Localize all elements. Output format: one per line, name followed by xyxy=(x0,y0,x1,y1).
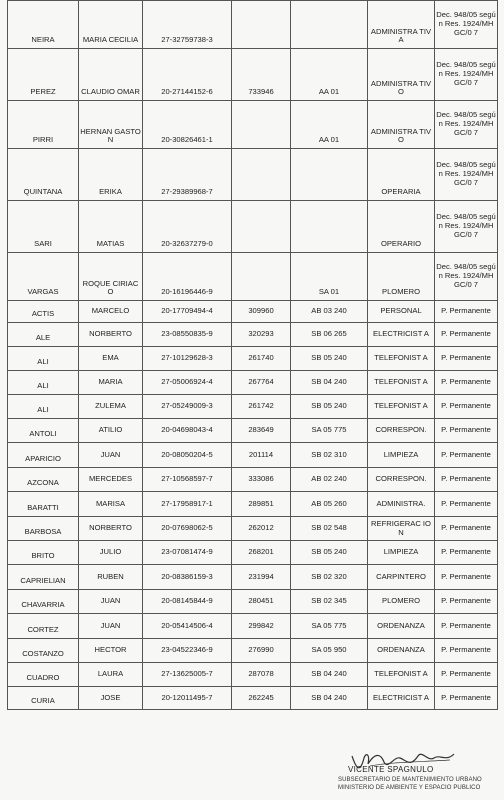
file-number-cell xyxy=(232,201,291,253)
role-cell: ELECTRICIST A xyxy=(368,323,435,347)
role-cell: LIMPIEZA xyxy=(368,541,435,565)
given-name-cell: HECTOR xyxy=(79,639,143,663)
table-row xyxy=(8,468,498,492)
role-cell: ORDENANZA xyxy=(368,614,435,639)
given-name-cell: MARCELO xyxy=(79,301,143,323)
role-cell: TELEFONIST A xyxy=(368,371,435,395)
personnel-table xyxy=(7,0,498,710)
status-cell: P. Permanente xyxy=(435,347,498,371)
status-cell: P. Permanente xyxy=(435,323,498,347)
category-cell: SB 05 240 xyxy=(291,395,368,419)
cuil-cell: 20-08050204-5 xyxy=(143,443,232,468)
surname-cell: ALI xyxy=(8,347,79,371)
category-cell: SB 04 240 xyxy=(291,663,368,687)
table-row xyxy=(8,347,498,371)
surname-cell: CAPRIELIAN xyxy=(8,565,79,590)
table-row xyxy=(8,395,498,419)
status-cell: P. Permanente xyxy=(435,541,498,565)
table-row xyxy=(8,49,498,101)
category-cell xyxy=(291,149,368,201)
file-number-cell: 201114 xyxy=(232,443,291,468)
file-number-cell xyxy=(232,101,291,149)
surname-cell: CUADRO xyxy=(8,663,79,687)
file-number-cell: 231994 xyxy=(232,565,291,590)
table-row xyxy=(8,149,498,201)
given-name-cell: NORBERTO xyxy=(79,517,143,541)
category-cell: SB 02 310 xyxy=(291,443,368,468)
status-cell: P. Permanente xyxy=(435,565,498,590)
file-number-cell: 287078 xyxy=(232,663,291,687)
surname-cell: PIRRI xyxy=(8,101,79,149)
given-name-cell: CLAUDIO OMAR xyxy=(79,49,143,101)
role-cell: CORRESPON. xyxy=(368,468,435,492)
role-cell: ELECTRICIST A xyxy=(368,687,435,710)
cuil-cell: 27-10568597-7 xyxy=(143,468,232,492)
role-cell: ADMINISTRA TIVO xyxy=(368,101,435,149)
surname-cell: AZCONA xyxy=(8,468,79,492)
table-row xyxy=(8,301,498,323)
surname-cell: ALE xyxy=(8,323,79,347)
surname-cell: NEIRA xyxy=(8,1,79,49)
status-cell: P. Permanente xyxy=(435,663,498,687)
role-cell: ADMINISTRA TIVA xyxy=(368,1,435,49)
surname-cell: ALI xyxy=(8,371,79,395)
status-cell: P. Permanente xyxy=(435,301,498,323)
table-row xyxy=(8,419,498,443)
surname-cell: BARBOSA xyxy=(8,517,79,541)
cuil-cell: 20-08386159-3 xyxy=(143,565,232,590)
category-cell: AB 02 240 xyxy=(291,468,368,492)
file-number-cell: 276990 xyxy=(232,639,291,663)
status-cell: P. Permanente xyxy=(435,492,498,517)
surname-cell: BRITO xyxy=(8,541,79,565)
file-number-cell: 280451 xyxy=(232,590,291,614)
file-number-cell: 309960 xyxy=(232,301,291,323)
signatory-name: VICENTE SPAGNULO xyxy=(348,765,434,774)
given-name-cell: LAURA xyxy=(79,663,143,687)
role-cell: CORRESPON. xyxy=(368,419,435,443)
status-cell: P. Permanente xyxy=(435,614,498,639)
status-cell: P. Permanente xyxy=(435,395,498,419)
cuil-cell: 27-05006924-4 xyxy=(143,371,232,395)
cuil-cell: 27-32759738-3 xyxy=(143,1,232,49)
given-name-cell: MERCEDES xyxy=(79,468,143,492)
given-name-cell: JUAN xyxy=(79,590,143,614)
given-name-cell: ERIKA xyxy=(79,149,143,201)
cuil-cell: 27-29389968-7 xyxy=(143,149,232,201)
status-cell: P. Permanente xyxy=(435,443,498,468)
status-cell: P. Permanente xyxy=(435,468,498,492)
table-row xyxy=(8,371,498,395)
category-cell: AA 01 xyxy=(291,49,368,101)
file-number-cell: 262012 xyxy=(232,517,291,541)
cuil-cell: 20-12011495-7 xyxy=(143,687,232,710)
cuil-cell: 23-07081474-9 xyxy=(143,541,232,565)
cuil-cell: 20-07698062-5 xyxy=(143,517,232,541)
surname-cell: CHAVARRIA xyxy=(8,590,79,614)
category-cell: SB 05 240 xyxy=(291,541,368,565)
table-row xyxy=(8,1,498,49)
cuil-cell: 20-27144152-6 xyxy=(143,49,232,101)
role-cell: TELEFONIST A xyxy=(368,347,435,371)
category-cell: SA 05 775 xyxy=(291,614,368,639)
role-cell: ADMINISTRA. xyxy=(368,492,435,517)
file-number-cell: 261742 xyxy=(232,395,291,419)
role-cell: CARPINTERO xyxy=(368,565,435,590)
given-name-cell: JULIO xyxy=(79,541,143,565)
category-cell: SB 05 240 xyxy=(291,347,368,371)
file-number-cell xyxy=(232,149,291,201)
cuil-cell: 20-05414506-4 xyxy=(143,614,232,639)
cuil-cell: 20-08145844-9 xyxy=(143,590,232,614)
given-name-cell: MARIA xyxy=(79,371,143,395)
table-row xyxy=(8,565,498,590)
surname-cell: SARI xyxy=(8,201,79,253)
file-number-cell xyxy=(232,253,291,301)
status-cell: Dec. 948/05 según Res. 1924/MHGC/0 7 xyxy=(435,49,498,101)
signatory-title-line1: SUBSECRETARIO DE MANTENIMIENTO URBANO xyxy=(338,777,482,783)
status-cell: P. Permanente xyxy=(435,687,498,710)
category-cell xyxy=(291,201,368,253)
role-cell: ADMINISTRA TIVO xyxy=(368,49,435,101)
cuil-cell: 27-17958917-1 xyxy=(143,492,232,517)
given-name-cell: MATIAS xyxy=(79,201,143,253)
table-row xyxy=(8,492,498,517)
file-number-cell: 733946 xyxy=(232,49,291,101)
handwritten-signature xyxy=(330,748,500,800)
category-cell: AB 03 240 xyxy=(291,301,368,323)
file-number-cell: 261740 xyxy=(232,347,291,371)
file-number-cell: 262245 xyxy=(232,687,291,710)
table-row xyxy=(8,687,498,710)
surname-cell: COSTANZO xyxy=(8,639,79,663)
status-cell: Dec. 948/05 según Res. 1924/MHGC/0 7 xyxy=(435,201,498,253)
table-row xyxy=(8,323,498,347)
category-cell: SA 05 775 xyxy=(291,419,368,443)
category-cell: AB 05 260 xyxy=(291,492,368,517)
role-cell: OPERARIA xyxy=(368,149,435,201)
file-number-cell: 333086 xyxy=(232,468,291,492)
surname-cell: PEREZ xyxy=(8,49,79,101)
cuil-cell: 20-32637279-0 xyxy=(143,201,232,253)
surname-cell: QUINTANA xyxy=(8,149,79,201)
signatory-title-line2: MINISTERIO DE AMBIENTE Y ESPACIO PUBLICO xyxy=(338,785,481,791)
file-number-cell: 289851 xyxy=(232,492,291,517)
given-name-cell: ZULEMA xyxy=(79,395,143,419)
table-row xyxy=(8,590,498,614)
table-row xyxy=(8,101,498,149)
given-name-cell: MARISA xyxy=(79,492,143,517)
given-name-cell: JOSE xyxy=(79,687,143,710)
status-cell: P. Permanente xyxy=(435,517,498,541)
category-cell: SB 06 265 xyxy=(291,323,368,347)
table-row xyxy=(8,253,498,301)
role-cell: PERSONAL xyxy=(368,301,435,323)
status-cell: Dec. 948/05 según Res. 1924/MHGC/0 7 xyxy=(435,253,498,301)
role-cell: PLOMERO xyxy=(368,253,435,301)
status-cell: P. Permanente xyxy=(435,590,498,614)
table-row xyxy=(8,201,498,253)
table-row xyxy=(8,639,498,663)
file-number-cell: 299842 xyxy=(232,614,291,639)
given-name-cell: ATILIO xyxy=(79,419,143,443)
status-cell: Dec. 948/05 según Res. 1924/MHGC/0 7 xyxy=(435,1,498,49)
status-cell: Dec. 948/05 según Res. 1924/MHGC/0 7 xyxy=(435,101,498,149)
category-cell: SB 02 548 xyxy=(291,517,368,541)
cuil-cell: 20-16196446-9 xyxy=(143,253,232,301)
table-row xyxy=(8,517,498,541)
given-name-cell: MARIA CECILIA xyxy=(79,1,143,49)
category-cell: SA 01 xyxy=(291,253,368,301)
given-name-cell: RUBEN xyxy=(79,565,143,590)
category-cell: SB 02 320 xyxy=(291,565,368,590)
given-name-cell: EMA xyxy=(79,347,143,371)
surname-cell: VARGAS xyxy=(8,253,79,301)
file-number-cell: 320293 xyxy=(232,323,291,347)
status-cell: P. Permanente xyxy=(435,419,498,443)
surname-cell: CORTEZ xyxy=(8,614,79,639)
role-cell: TELEFONIST A xyxy=(368,395,435,419)
cuil-cell: 20-04698043-4 xyxy=(143,419,232,443)
table-row xyxy=(8,614,498,639)
category-cell: AA 01 xyxy=(291,101,368,149)
role-cell: LIMPIEZA xyxy=(368,443,435,468)
category-cell: SB 02 345 xyxy=(291,590,368,614)
cuil-cell: 27-10129628-3 xyxy=(143,347,232,371)
given-name-cell: HERNAN GASTON xyxy=(79,101,143,149)
role-cell: TELEFONIST A xyxy=(368,663,435,687)
cuil-cell: 27-13625005-7 xyxy=(143,663,232,687)
file-number-cell xyxy=(232,1,291,49)
file-number-cell: 267764 xyxy=(232,371,291,395)
table-row xyxy=(8,443,498,468)
status-cell: Dec. 948/05 según Res. 1924/MHGC/0 7 xyxy=(435,149,498,201)
cuil-cell: 27-05249009-3 xyxy=(143,395,232,419)
status-cell: P. Permanente xyxy=(435,371,498,395)
surname-cell: BARATTI xyxy=(8,492,79,517)
given-name-cell: NORBERTO xyxy=(79,323,143,347)
category-cell: SB 04 240 xyxy=(291,687,368,710)
role-cell: ORDENANZA xyxy=(368,639,435,663)
role-cell: REFRIGERAC ION xyxy=(368,517,435,541)
category-cell: SA 05 950 xyxy=(291,639,368,663)
surname-cell: ANTOLI xyxy=(8,419,79,443)
surname-cell: CURIA xyxy=(8,687,79,710)
given-name-cell: JUAN xyxy=(79,443,143,468)
cuil-cell: 20-17709494-4 xyxy=(143,301,232,323)
role-cell: PLOMERO xyxy=(368,590,435,614)
category-cell: SB 04 240 xyxy=(291,371,368,395)
file-number-cell: 268201 xyxy=(232,541,291,565)
given-name-cell: JUAN xyxy=(79,614,143,639)
file-number-cell: 283649 xyxy=(232,419,291,443)
surname-cell: ALI xyxy=(8,395,79,419)
role-cell: OPERARIO xyxy=(368,201,435,253)
cuil-cell: 23-04522346-9 xyxy=(143,639,232,663)
table-row xyxy=(8,541,498,565)
status-cell: P. Permanente xyxy=(435,639,498,663)
given-name-cell: ROQUE CIRIACO xyxy=(79,253,143,301)
category-cell xyxy=(291,1,368,49)
surname-cell: ACTIS xyxy=(8,301,79,323)
table-row xyxy=(8,663,498,687)
surname-cell: APARICIO xyxy=(8,443,79,468)
cuil-cell: 20-30826461-1 xyxy=(143,101,232,149)
cuil-cell: 23-08550835-9 xyxy=(143,323,232,347)
